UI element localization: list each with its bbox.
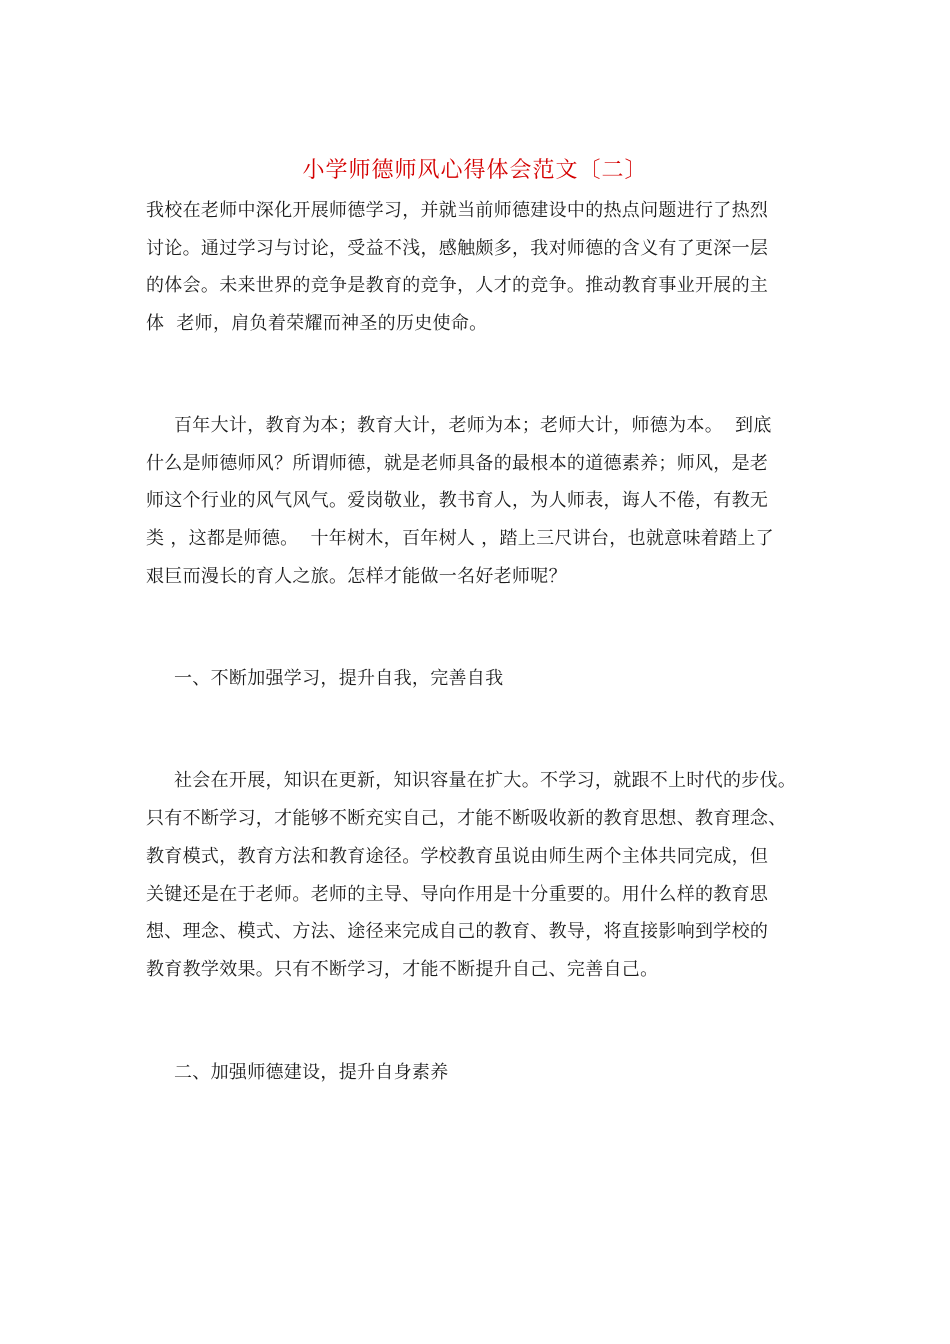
paragraph3-line: 教育教学效果。只有不断学习，才能不断提升自己、完善自己。 (146, 959, 659, 980)
paragraph2-line: 艰巨而漫长的育人之旅。怎样才能做一名好老师呢？ (146, 566, 567, 587)
paragraph2-line: 百年大计，教育为本；教育大计，老师为本；老师大计，师德为本。 到底 (174, 415, 772, 436)
paragraph1-line: 讨论。通过学习与讨论，受益不浅，感触颇多，我对师德的含义有了更深一层 (146, 238, 769, 259)
paragraph1-line: 我校在老师中深化开展师德学习，并就当前师德建设中的热点问题进行了热烈 (146, 200, 769, 221)
paragraph3-line: 关键还是在于老师。老师的主导、导向作用是十分重要的。用什么样的教育思 (146, 884, 769, 905)
paragraph2-line: 类 ，这都是师德。 十年树木，百年树人 ，踏上三尺讲台，也就意味着踏上了 (146, 528, 774, 549)
paragraph2-line: 什么是师德师风？所谓师德，就是老师具备的最根本的道德素养；师风，是老 (146, 453, 769, 474)
paragraph1-line: 体 老师，肩负着荣耀而神圣的历史使命。 (146, 313, 488, 334)
paragraph3-line: 教育模式，教育方法和教育途径。学校教育虽说由师生两个主体共同完成，但 (146, 846, 769, 867)
paragraph3-line: 社会在开展，知识在更新，知识容量在扩大。不学习，就跟不上时代的步伐。 (174, 770, 797, 791)
section-heading-2: 二、加强师德建设，提升自身素养 (174, 1062, 449, 1083)
section-heading-1: 一、不断加强学习，提升自我，完善自我 (174, 668, 504, 689)
paragraph2-line: 师这个行业的风气风气。爱岗敬业，教书育人，为人师表，诲人不倦，有教无 (146, 490, 769, 511)
paragraph3-line: 只有不断学习，才能够不断充实自己，才能不断吸收新的教育思想、教育理念、 (146, 808, 787, 829)
document-title: 小学师德师风心得体会范文〔二〕 (302, 158, 648, 183)
paragraph1-line: 的体会。未来世界的竞争是教育的竞争，人才的竞争。推动教育事业开展的主 (146, 275, 769, 296)
paragraph3-line: 想、理念、模式、方法、途径来完成自己的教育、教导，将直接影响到学校的 (146, 921, 769, 942)
